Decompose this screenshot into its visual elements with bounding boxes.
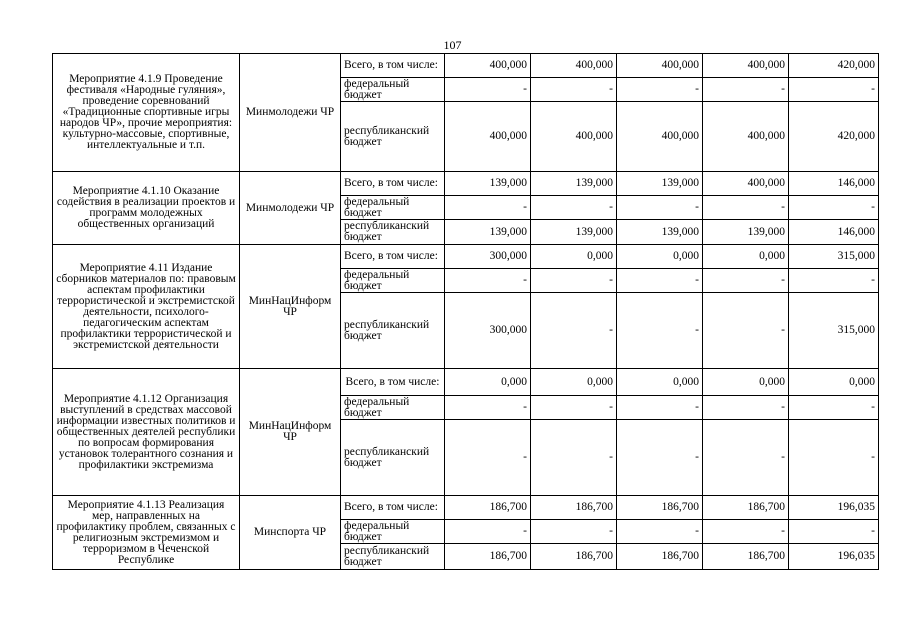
amount-cell: - xyxy=(703,269,789,293)
amount-cell: - xyxy=(531,78,617,102)
table-row xyxy=(53,172,879,196)
executor: Минмолодежи ЧР xyxy=(240,172,341,245)
funding-source: федеральный бюджет xyxy=(341,396,445,420)
amount-cell: 315,000 xyxy=(789,293,879,369)
amount-cell: 400,000 xyxy=(445,54,531,78)
funding-source: федеральный бюджет xyxy=(341,78,445,102)
amount-cell: 400,000 xyxy=(617,102,703,172)
amount-cell: 0,000 xyxy=(789,369,879,396)
funding-source: Всего, в том числе: xyxy=(341,172,445,196)
amount-cell: - xyxy=(445,396,531,420)
amount-cell: 139,000 xyxy=(531,220,617,245)
funding-source: республиканский бюджет xyxy=(341,420,445,496)
amount-cell: - xyxy=(445,78,531,102)
amount-cell: 400,000 xyxy=(703,102,789,172)
amount-cell: - xyxy=(445,269,531,293)
amount-cell: 400,000 xyxy=(617,54,703,78)
amount-cell: 139,000 xyxy=(445,220,531,245)
event-name: Мероприятие 4.11 Издание сборников материалов по: правовым аспектам профилактики террористической и экстремистской деятельности, психолого-педагогическим аспектам профилактики террористической и экстремистской деятельности xyxy=(53,245,240,369)
amount-cell: - xyxy=(445,420,531,496)
amount-cell: 0,000 xyxy=(617,245,703,269)
event-name: Мероприятие 4.1.13 Реализация мер, направленных на профилактику проблем, связанных с религиозным экстремизмом и терроризмом в Чеченской Республике xyxy=(53,496,240,570)
amount-cell: 400,000 xyxy=(703,172,789,196)
funding-source: федеральный бюджет xyxy=(341,269,445,293)
funding-source: Всего, в том числе: xyxy=(341,496,445,520)
executor: МинНацИнформ ЧР xyxy=(240,245,341,369)
funding-source: Всего, в том числе: xyxy=(341,54,445,78)
amount-cell: 186,700 xyxy=(445,544,531,570)
funding-source: Всего, в том числе: xyxy=(341,245,445,269)
funding-source: республиканский бюджет xyxy=(341,220,445,245)
amount-cell: - xyxy=(703,520,789,544)
amount-cell: 139,000 xyxy=(531,172,617,196)
funding-source: республиканский бюджет xyxy=(341,102,445,172)
amount-cell: 0,000 xyxy=(617,369,703,396)
amount-cell: - xyxy=(617,293,703,369)
amount-cell: 186,700 xyxy=(617,544,703,570)
amount-cell: - xyxy=(789,78,879,102)
amount-cell: - xyxy=(789,269,879,293)
amount-cell: 186,700 xyxy=(531,544,617,570)
amount-cell: - xyxy=(617,520,703,544)
amount-cell: - xyxy=(445,520,531,544)
amount-cell: - xyxy=(703,293,789,369)
event-name: Мероприятие 4.1.12 Организация выступлений в средствах массовой информации известных политиков и общественных деятелей республики по вопросам формирования установок толерантного сознания и профилактики экстремизма xyxy=(53,369,240,496)
amount-cell: 400,000 xyxy=(531,54,617,78)
amount-cell: 0,000 xyxy=(531,245,617,269)
amount-cell: - xyxy=(445,196,531,220)
amount-cell: - xyxy=(531,396,617,420)
amount-cell: - xyxy=(617,269,703,293)
amount-cell: - xyxy=(703,78,789,102)
funding-source: республиканский бюджет xyxy=(341,544,445,570)
executor: МинНацИнформ ЧР xyxy=(240,369,341,496)
amount-cell: - xyxy=(531,520,617,544)
funding-source: Всего, в том числе: xyxy=(341,369,445,396)
amount-cell: 300,000 xyxy=(445,245,531,269)
table-row xyxy=(53,245,879,269)
amount-cell: 0,000 xyxy=(531,369,617,396)
amount-cell: - xyxy=(703,396,789,420)
amount-cell: 139,000 xyxy=(617,172,703,196)
amount-cell: 400,000 xyxy=(531,102,617,172)
amount-cell: 146,000 xyxy=(789,220,879,245)
amount-cell: 0,000 xyxy=(445,369,531,396)
amount-cell: - xyxy=(617,396,703,420)
table-row xyxy=(53,54,879,78)
amount-cell: 186,700 xyxy=(617,496,703,520)
budget-table xyxy=(52,53,879,570)
amount-cell: - xyxy=(703,420,789,496)
funding-source: федеральный бюджет xyxy=(341,520,445,544)
amount-cell: 400,000 xyxy=(445,102,531,172)
event-name: Мероприятие 4.1.9 Проведение фестиваля «Народные гуляния», проведение соревнований «Традиционные спортивные игры народов ЧР», прочие мероприятия: культурно-массовые, спортивные, интеллектуальные и т.п. xyxy=(53,54,240,172)
amount-cell: 139,000 xyxy=(617,220,703,245)
amount-cell: 139,000 xyxy=(445,172,531,196)
amount-cell: 146,000 xyxy=(789,172,879,196)
executor: Минмолодежи ЧР xyxy=(240,54,341,172)
amount-cell: - xyxy=(789,420,879,496)
amount-cell: - xyxy=(531,420,617,496)
amount-cell: 196,035 xyxy=(789,496,879,520)
page-number: 107 xyxy=(443,38,462,52)
amount-cell: 186,700 xyxy=(531,496,617,520)
executor: Минспорта ЧР xyxy=(240,496,341,570)
funding-source: федеральный бюджет xyxy=(341,196,445,220)
amount-cell: - xyxy=(617,196,703,220)
amount-cell: 186,700 xyxy=(703,496,789,520)
amount-cell: - xyxy=(789,396,879,420)
event-name: Мероприятие 4.1.10 Оказание содействия в реализации проектов и программ молодежных общественных организаций xyxy=(53,172,240,245)
amount-cell: - xyxy=(531,293,617,369)
funding-source: республиканский бюджет xyxy=(341,293,445,369)
table-row xyxy=(53,369,879,396)
amount-cell: - xyxy=(789,520,879,544)
amount-cell: - xyxy=(531,269,617,293)
amount-cell: 315,000 xyxy=(789,245,879,269)
amount-cell: 420,000 xyxy=(789,54,879,78)
amount-cell: 300,000 xyxy=(445,293,531,369)
amount-cell: 196,035 xyxy=(789,544,879,570)
amount-cell: - xyxy=(617,420,703,496)
table-row xyxy=(53,496,879,520)
amount-cell: 0,000 xyxy=(703,369,789,396)
amount-cell: - xyxy=(789,196,879,220)
amount-cell: 186,700 xyxy=(445,496,531,520)
amount-cell: 186,700 xyxy=(703,544,789,570)
amount-cell: 0,000 xyxy=(703,245,789,269)
amount-cell: - xyxy=(531,196,617,220)
amount-cell: 139,000 xyxy=(703,220,789,245)
amount-cell: - xyxy=(617,78,703,102)
amount-cell: 420,000 xyxy=(789,102,879,172)
amount-cell: 400,000 xyxy=(703,54,789,78)
amount-cell: - xyxy=(703,196,789,220)
